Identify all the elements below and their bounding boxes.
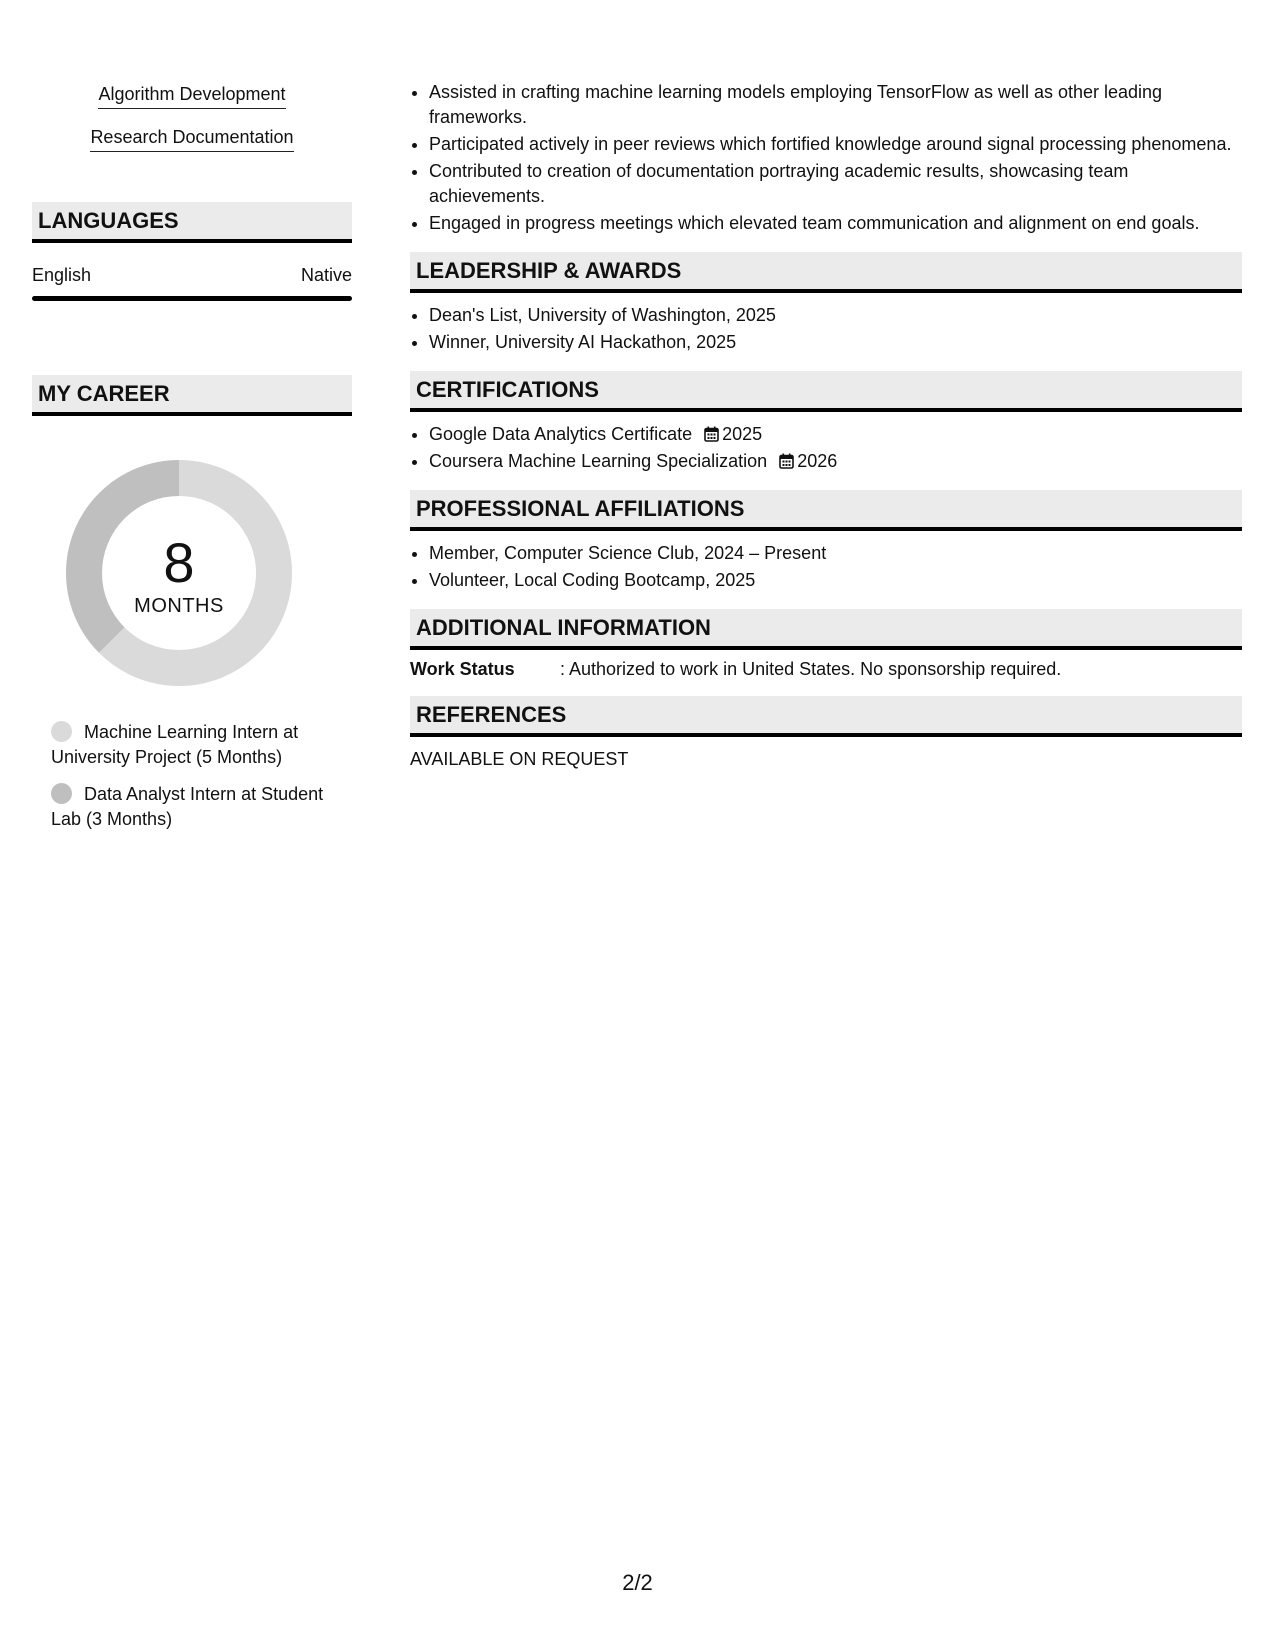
affiliations-heading: PROFESSIONAL AFFILIATIONS [410, 490, 1242, 531]
work-status-value: : Authorized to work in United States. No sponsorship required. [560, 659, 1062, 679]
leadership-heading: LEADERSHIP & AWARDS [410, 252, 1242, 293]
legend-label: Data Analyst Intern at Student Lab (3 Months) [51, 784, 324, 829]
experience-bullet: • Assisted in crafting machine learning models employing TensorFlow as well as other leading frameworks. [429, 80, 1242, 130]
legend-label: Machine Learning Intern at University Project (5 Months) [51, 722, 299, 767]
career-total-unit: MONTHS [134, 594, 224, 617]
additional-info-heading: ADDITIONAL INFORMATION [410, 609, 1242, 650]
references-heading: REFERENCES [410, 696, 1242, 737]
language-level: Native [300, 265, 352, 285]
career-donut-chart [66, 460, 292, 686]
references-text: AVAILABLE ON REQUEST [410, 749, 629, 769]
calendar-icon [704, 426, 719, 442]
language-row [32, 243, 352, 296]
languages-heading: LANGUAGES [32, 202, 352, 243]
legend-item [51, 720, 331, 770]
skill-item [32, 127, 352, 170]
certifications-heading: CERTIFICATIONS [410, 371, 1242, 412]
certification-name: Coursera Machine Learning Specialization [429, 451, 768, 471]
certification-item [429, 449, 1242, 474]
certification-name: Google Data Analytics Certificate [429, 424, 693, 444]
skill-label: Research Documentation [90, 127, 293, 152]
skill-item [32, 84, 352, 127]
work-status-row [410, 659, 1242, 680]
page-number: 2/2 [622, 1570, 653, 1595]
skill-label: Algorithm Development [98, 84, 285, 109]
language-name: English [32, 265, 92, 285]
certifications-list [410, 422, 1242, 474]
leadership-item: • Dean's List, University of Washington, 2025 [429, 303, 1242, 328]
affiliation-item: • Volunteer, Local Coding Bootcamp, 2025 [429, 568, 1242, 593]
work-status-label: Work Status [410, 659, 515, 679]
legend-dot [51, 721, 72, 742]
experience-bullets [410, 80, 1242, 236]
calendar-icon [779, 453, 794, 469]
sidebar [32, 84, 352, 844]
legend-item [51, 782, 331, 832]
main-content [410, 80, 1242, 770]
donut-center [66, 460, 292, 686]
affiliation-item: • Member, Computer Science Club, 2024 – Present [429, 541, 1242, 566]
affiliations-list [410, 541, 1242, 593]
certification-year: 2025 [722, 424, 763, 444]
experience-bullet: • Participated actively in peer reviews which fortified knowledge around signal processing phenomena. [429, 132, 1242, 157]
experience-bullet: • Contributed to creation of documentation portraying academic results, showcasing team achievements. [429, 159, 1242, 209]
certification-year: 2026 [797, 451, 838, 471]
career-total-value: 8 [163, 530, 195, 594]
legend-dot [51, 783, 72, 804]
language-level-bar [32, 296, 352, 301]
career-heading: MY CAREER [32, 375, 352, 416]
leadership-list [410, 303, 1242, 355]
certification-item [429, 422, 1242, 447]
leadership-item: • Winner, University AI Hackathon, 2025 [429, 330, 1242, 355]
experience-bullet: • Engaged in progress meetings which elevated team communication and alignment on end goals. [429, 211, 1242, 236]
career-legend [51, 720, 331, 832]
